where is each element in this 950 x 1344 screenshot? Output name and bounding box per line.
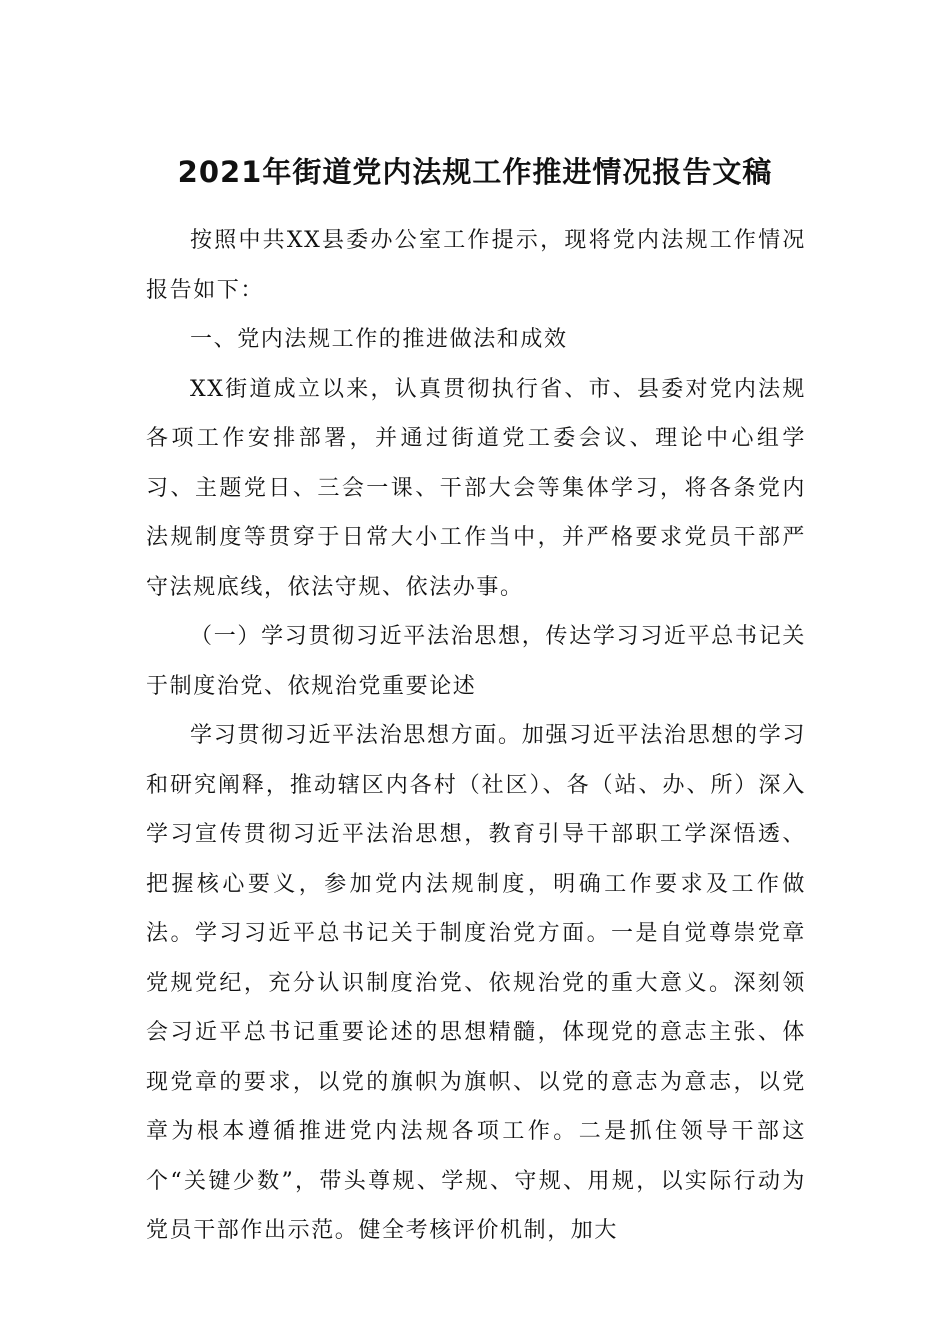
- section-1-paragraph: XX街道成立以来，认真贯彻执行省、市、县委对党内法规各项工作安排部署，并通过街道党工委会议、理论中心组学习、主题党日、三会一课、干部大会等集体学习，将各条党内法规制度等贯穿于日常大小工作当中，并严格要求党员干部严守法规底线，依法守规、依法办事。: [146, 376, 806, 600]
- subsection-heading-1: （一）学习贯彻习近平法治思想，传达学习习近平总书记关于制度治党、依规治党重要论述: [146, 624, 806, 699]
- intro-paragraph: 按照中共XX县委办公室工作提示，现将党内法规工作情况报告如下：: [146, 228, 806, 303]
- section-heading-1: 一、党内法规工作的推进做法和成效: [190, 327, 568, 352]
- subsection-1-paragraph: 学习贯彻习近平法治思想方面。加强习近平法治思想的学习和研究阐释，推动辖区内各村（社区）、各（站、办、所）深入学习宣传贯彻习近平法治思想，教育引导干部职工学深悟透、把握核心要义，参加党内法规制度，明确工作要求及工作做法。学习习近平总书记关于制度治党方面。一是自觉尊崇党章党规党纪，充分认识制度治党、依规治党的重大意义。深刻领会习近平总书记重要论述的思想精髓，体现党的意志主张、体现党章的要求，以党的旗帜为旗帜、以党的意志为意志，以党章为根本遵循推进党内法规各项工作。二是抓住领导干部这个“关键少数”，带头尊规、学规、守规、用规，以实际行动为党员干部作出示范。健全考核评价机制，加大: [146, 723, 806, 1243]
- document-body: [146, 216, 806, 1256]
- document-title: 2021年街道党内法规工作推进情况报告文稿: [177, 155, 773, 189]
